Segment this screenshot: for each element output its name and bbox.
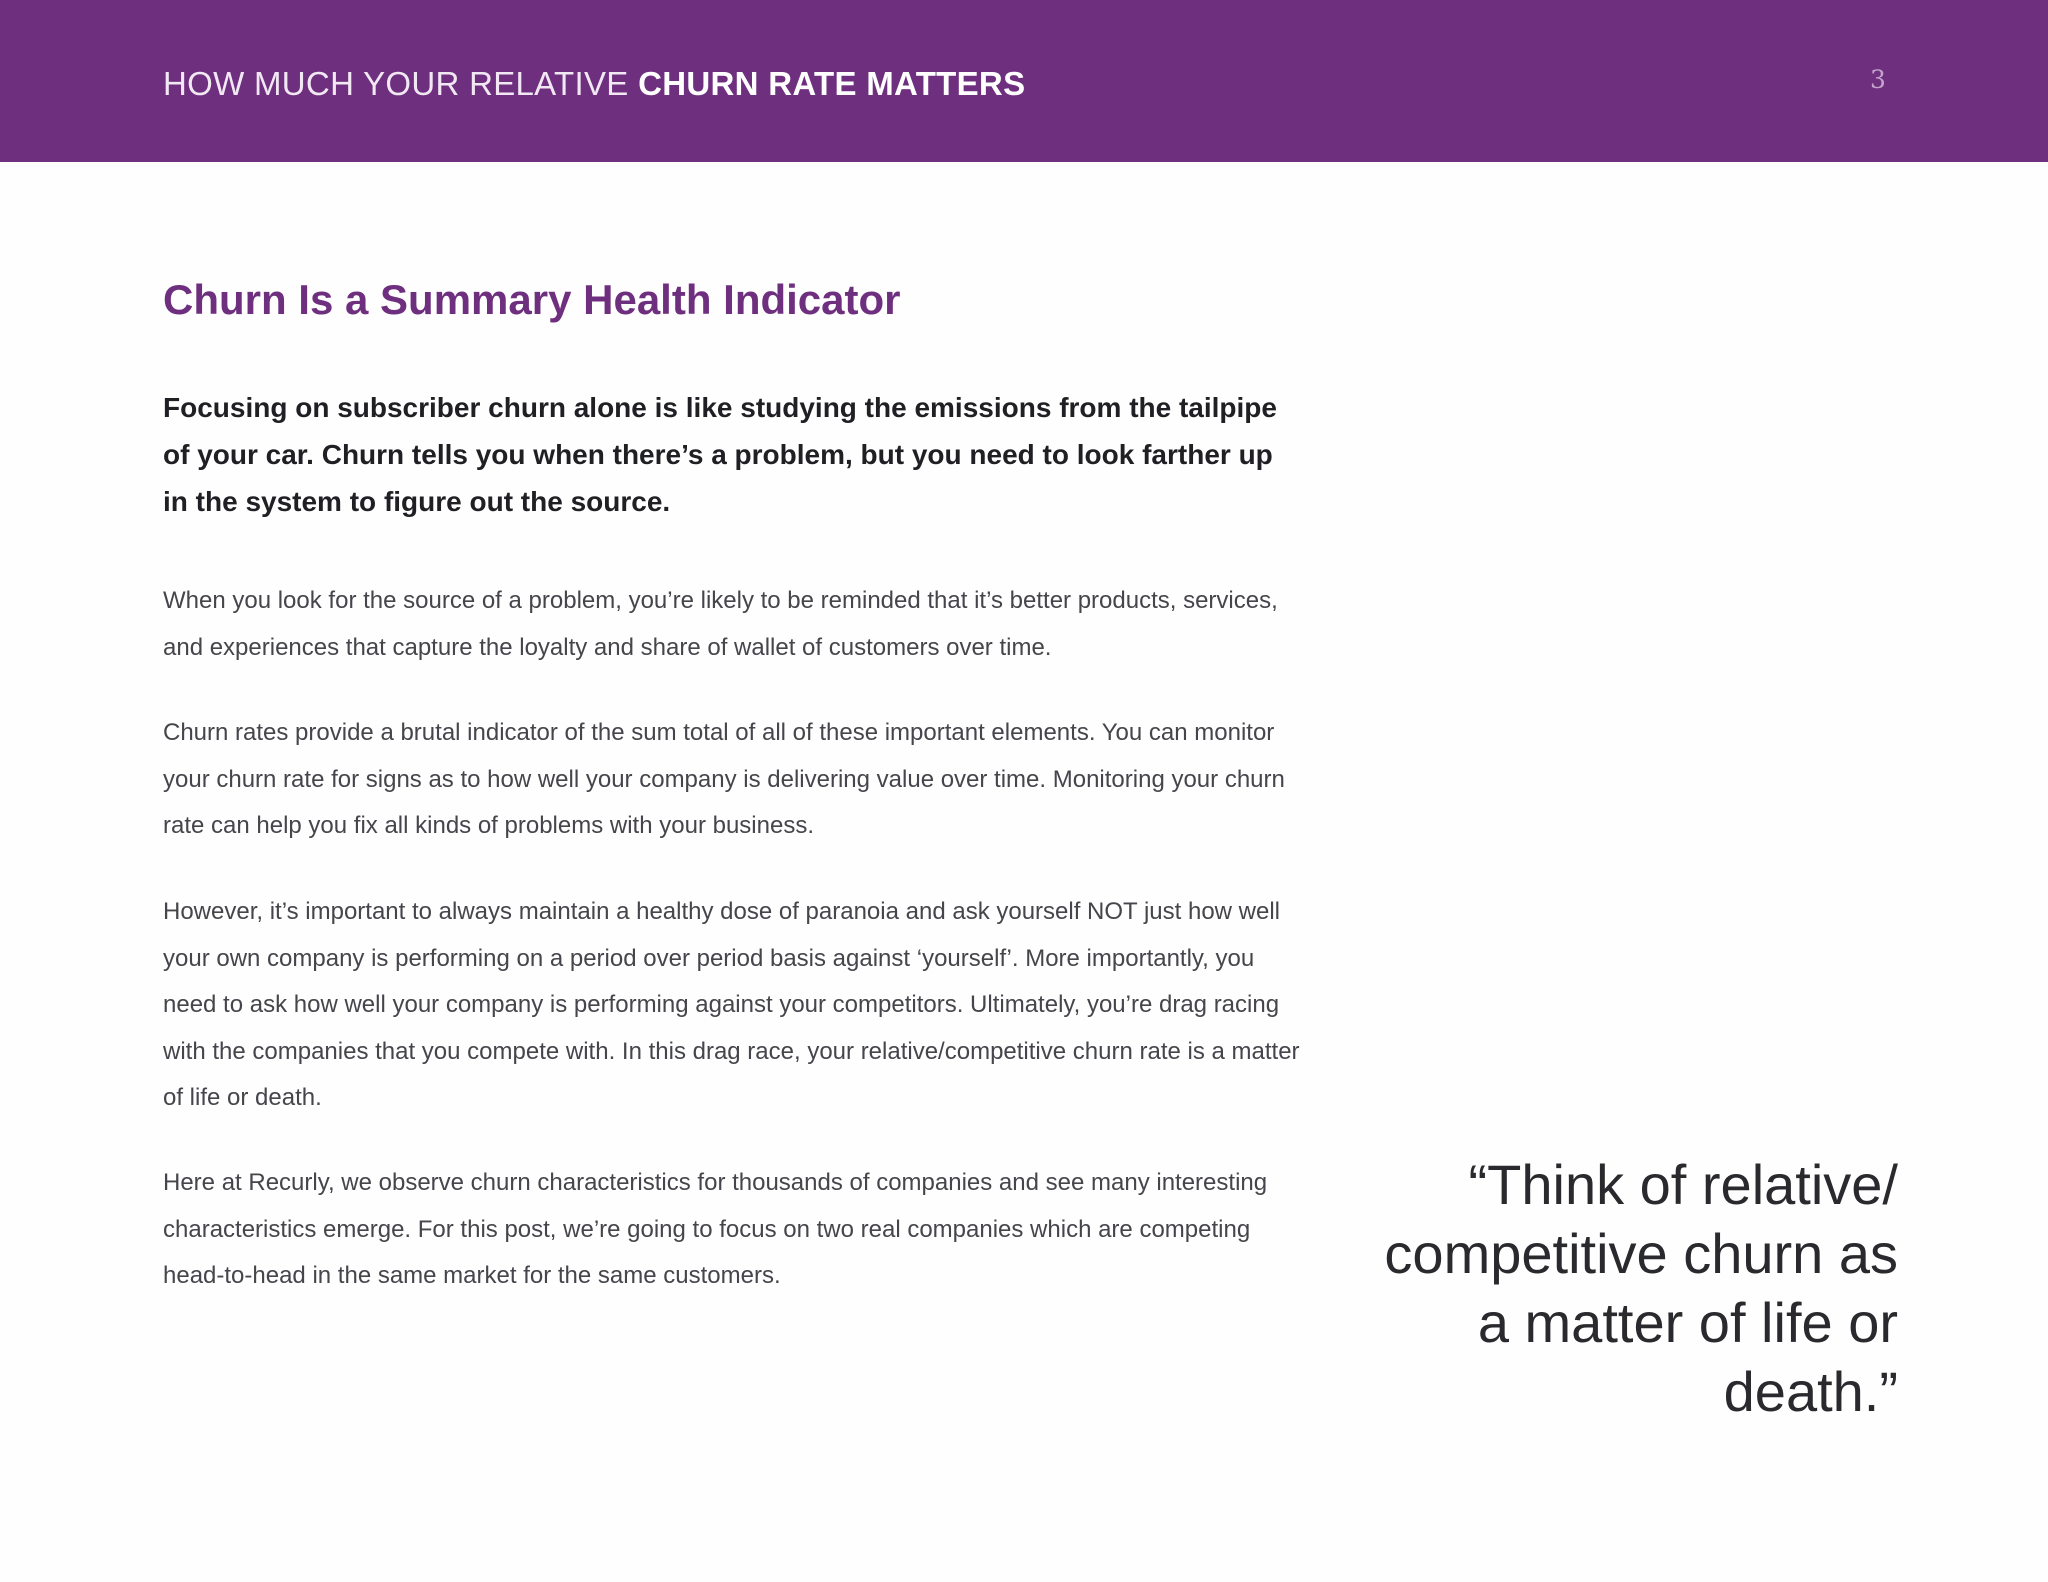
body-paragraph-4: Here at Recurly, we observe churn characteristics for thousands of companies and see many interesting characteristics emerge. For this post, we’re going to focus on two real companies which are competing head-to-head in the same market for the same customers. (163, 1169, 1268, 1289)
header-band (0, 0, 2048, 162)
header-title (163, 62, 1025, 106)
page-number: 3 (1870, 65, 1886, 94)
body-paragraph-1: When you look for the source of a problem, you’re likely to be reminded that it’s better products, services, and experiences that capture the loyalty and share of wallet of customers over time. (163, 587, 1278, 661)
header-title-light: HOW MUCH YOUR RELATIVE (163, 65, 629, 102)
pull-quote: “Think of relative/ competitive churn as a matter of life or death.” (1384, 1153, 1898, 1423)
body-paragraph-2: Churn rates provide a brutal indicator of the sum total of all of these important elements. You can monitor your churn rate for signs as to how well your company is delivering value over time. Monitoring your churn rate can help you fix all kinds of problems with your business. (163, 719, 1285, 839)
section-heading: Churn Is a Summary Health Indicator (163, 276, 901, 323)
body-paragraph-3: However, it’s important to always maintain a healthy dose of paranoia and ask yourself NOT just how well your own company is performing on a period over period basis against ‘yourself’. More importantly, you need to ask how well your company is performing against your competitors. Ultimately, you’re drag racing with the companies that you compete with. In this drag race, your relative/competitive churn rate is a matter of life or death. (163, 898, 1300, 1111)
header-title-bold: CHURN RATE MATTERS (638, 65, 1026, 102)
lead-paragraph: Focusing on subscriber churn alone is like studying the emissions from the tailpipe of your car. Churn tells you when there’s a problem, but you need to look farther up in the system to figure out the source. (163, 392, 1277, 517)
